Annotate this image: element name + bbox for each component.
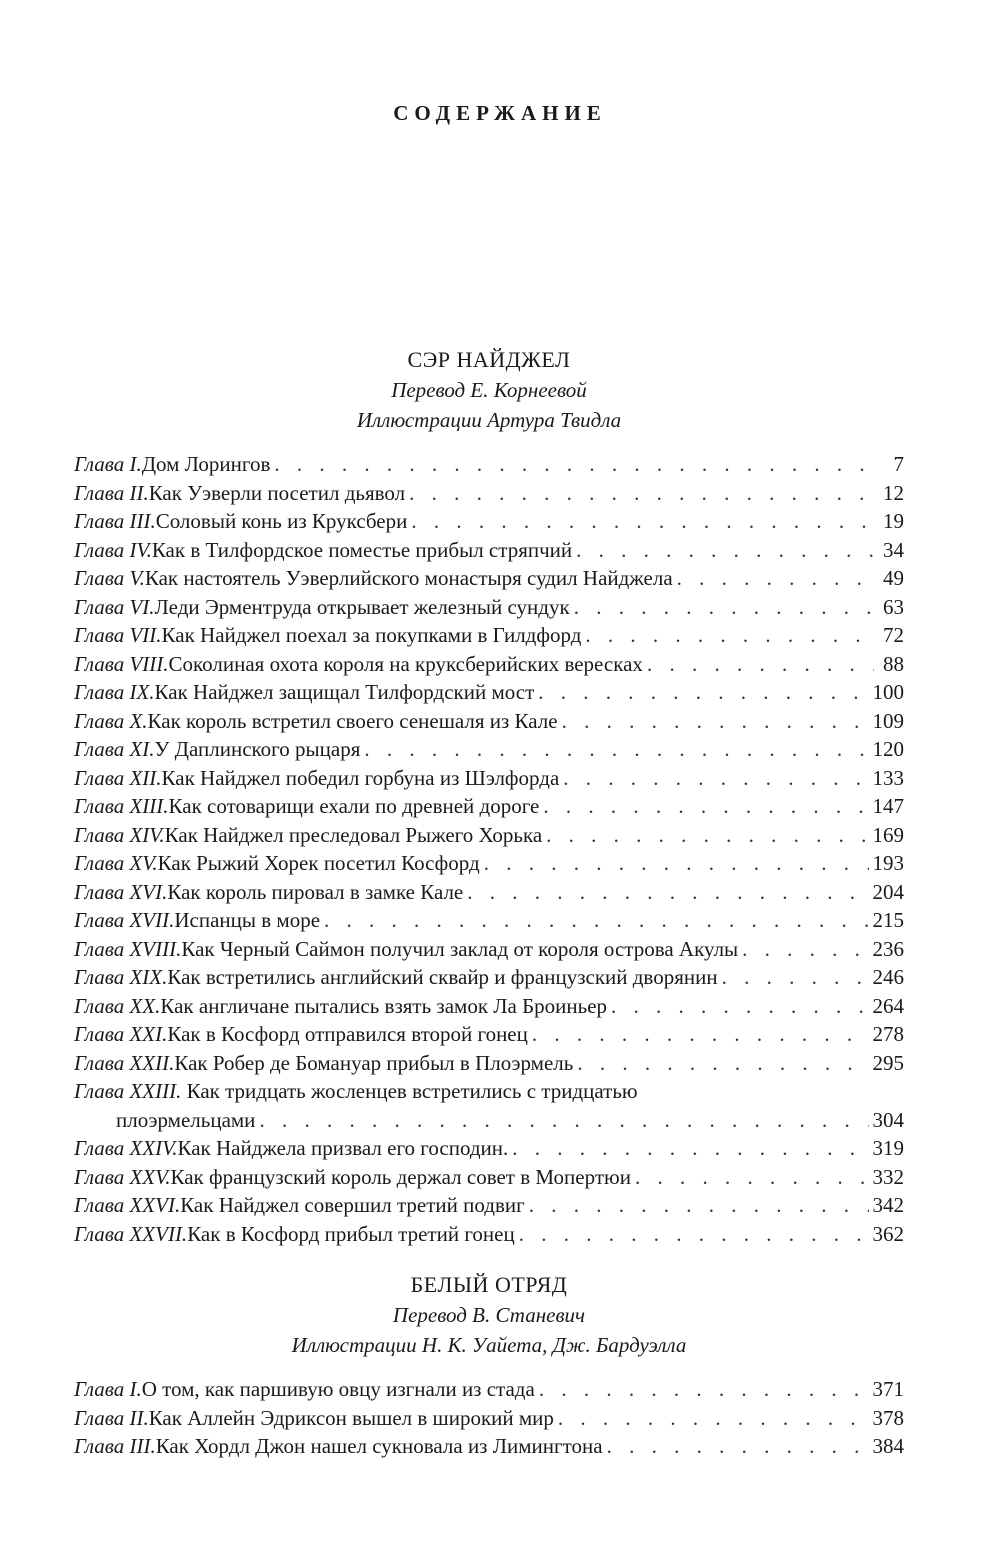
- page-number: 34: [883, 537, 904, 562]
- dot-leader: [543, 792, 868, 821]
- toc-entry-continuation: [74, 1106, 904, 1135]
- chapter-title: Как французский король держал совет в Мопертюи: [170, 1164, 631, 1189]
- toc-entry: [74, 1049, 904, 1078]
- page-number: 72: [883, 623, 904, 647]
- chapter-title: Как встретились английский сквайр и французский дворянин: [167, 965, 718, 989]
- chapter-title: Соколиная охота короля на круксберийских вересках: [168, 651, 643, 676]
- toc-entry: [74, 1220, 904, 1249]
- chapter-title: У Даплинского рыцаря: [154, 737, 361, 761]
- toc-entry: [74, 1375, 904, 1404]
- page-number: 295: [872, 1050, 904, 1075]
- chapter-label: Глава XVII.: [74, 908, 175, 932]
- section-header: [74, 345, 904, 435]
- dot-leader: [484, 849, 869, 878]
- toc-entry: [74, 1077, 904, 1106]
- chapter-label: Глава VI.: [74, 594, 155, 619]
- dot-leader: [259, 1106, 868, 1135]
- chapter-label: Глава I.: [74, 1377, 142, 1401]
- dot-leader: [532, 1020, 869, 1049]
- chapter-title: Как настоятель Уэверлийского монастыря судил Найджела: [144, 566, 673, 590]
- page-number: 12: [883, 480, 904, 505]
- chapter-title: Как Найджел победил горбуна из Шэлфорда: [161, 765, 560, 790]
- dot-leader: [529, 1191, 869, 1220]
- toc-entry: [74, 1432, 904, 1461]
- dot-leader: [411, 507, 874, 536]
- chapter-title: Как Найджел преследовал Рыжего Хорька: [164, 822, 543, 847]
- chapter-title: Как Найджел поехал за покупками в Гилдфорд: [161, 623, 582, 647]
- page-title: СОДЕРЖАНИЕ: [393, 101, 607, 125]
- toc-entry: [74, 678, 904, 707]
- dot-leader: [647, 650, 874, 679]
- toc-entry: [74, 963, 904, 992]
- chapter-title: Как в Косфорд отправился второй гонец: [167, 1022, 528, 1046]
- chapter-label: Глава II.: [74, 1405, 149, 1430]
- dot-leader: [563, 764, 868, 793]
- toc-entry: [74, 450, 904, 479]
- page-number: 49: [883, 566, 904, 590]
- chapter-title: Как сотоварищи ехали по древней дороге: [168, 794, 540, 818]
- toc-entry: [74, 1404, 904, 1433]
- toc-entry: [74, 992, 904, 1021]
- chapter-title: Как в Тилфордское поместье прибыл стряпчий: [151, 537, 573, 562]
- page-number: 100: [872, 680, 904, 704]
- page-number: 319: [872, 1136, 904, 1160]
- dot-leader: [607, 1432, 869, 1461]
- dot-leader: [577, 1049, 868, 1078]
- chapter-label: Глава XXIII.: [74, 1079, 182, 1103]
- chapter-title: Соловый конь из Круксбери: [155, 509, 408, 533]
- page-number: 378: [872, 1405, 904, 1430]
- chapter-label: Глава V.: [74, 566, 145, 590]
- section-illustrator: Иллюстрации Артура Твидла: [356, 408, 622, 432]
- chapter-label: Глава III.: [74, 1434, 156, 1458]
- page-number: 109: [872, 708, 904, 733]
- page-number: 304: [872, 1107, 904, 1132]
- page-number: 278: [872, 1022, 904, 1046]
- chapter-title: Как Найджела призвал его господин.: [177, 1136, 509, 1160]
- chapter-title: Дом Лорингов: [141, 452, 271, 476]
- chapter-label: Глава XXVII.: [74, 1221, 188, 1246]
- dot-leader: [585, 621, 874, 650]
- dot-leader: [512, 1134, 868, 1163]
- dot-leader: [538, 678, 868, 707]
- section-title: БЕЛЫЙ ОТРЯД: [410, 1272, 568, 1297]
- toc-entry: [74, 878, 904, 907]
- chapter-label: Глава IV.: [74, 537, 152, 562]
- chapter-label: Глава XXIV.: [74, 1136, 178, 1160]
- chapter-label: Глава XVIII.: [74, 936, 182, 961]
- dot-leader: [574, 593, 874, 622]
- page-number: 63: [883, 594, 904, 619]
- chapter-label: Глава XIX.: [74, 965, 168, 989]
- toc-entry: [74, 764, 904, 793]
- chapter-title: Леди Эрментруда открывает железный сундук: [154, 594, 570, 619]
- chapter-title: Как Хордл Джон нашел сукновала из Лимингтона: [155, 1434, 603, 1458]
- chapter-label: Глава IX.: [74, 680, 155, 704]
- chapter-title: Как Уэверли посетил дьявол: [148, 480, 406, 505]
- chapter-label: Глава II.: [74, 480, 149, 505]
- page-number: 169: [872, 822, 904, 847]
- toc-entry: [74, 849, 904, 878]
- page-number: 88: [883, 651, 904, 676]
- toc-entry: [74, 593, 904, 622]
- section-title: СЭР НАЙДЖЕЛ: [407, 347, 571, 372]
- page-number: 193: [872, 851, 904, 875]
- chapter-label: Глава XIII.: [74, 794, 169, 818]
- chapter-label: Глава XXI.: [74, 1022, 168, 1046]
- chapter-label: Глава I.: [74, 452, 142, 476]
- page-number: 120: [872, 737, 904, 761]
- chapter-label: Глава VIII.: [74, 651, 169, 676]
- chapter-label: Глава XIV.: [74, 822, 165, 847]
- page-number: 19: [883, 509, 904, 533]
- toc-entry: [74, 1163, 904, 1192]
- chapter-title: Как англичане пытались взять замок Ла Броиньер: [160, 993, 608, 1018]
- dot-leader: [539, 1375, 869, 1404]
- toc-entry: [74, 621, 904, 650]
- page-number: 246: [872, 965, 904, 989]
- toc-entry: [74, 564, 904, 593]
- chapter-title: Как в Косфорд прибыл третий гонец: [187, 1221, 515, 1246]
- dot-leader: [611, 992, 868, 1021]
- section-header: [74, 1270, 904, 1360]
- toc-entry: [74, 906, 904, 935]
- chapter-title: Как король пировал в замке Кале: [167, 879, 464, 904]
- page-number: 7: [893, 452, 904, 476]
- chapter-title: Как тридцать жосленцев встретились с тридцатью: [181, 1079, 638, 1103]
- page-number: 215: [872, 908, 904, 932]
- dot-leader: [722, 963, 869, 992]
- toc-entry: [74, 792, 904, 821]
- chapter-label: Глава III.: [74, 509, 156, 533]
- page-number: 264: [872, 993, 904, 1018]
- dot-leader: [519, 1220, 869, 1249]
- toc-entry: [74, 507, 904, 536]
- chapter-title: Как Робер де Бомануар прибыл в Плоэрмель: [174, 1050, 574, 1075]
- chapter-label: Глава XXII.: [74, 1050, 175, 1075]
- chapter-label: Глава VII.: [74, 623, 162, 647]
- toc-entry: [74, 935, 904, 964]
- dot-leader: [677, 564, 874, 593]
- page-number: 133: [872, 765, 904, 790]
- chapter-title: Испанцы в море: [174, 908, 321, 932]
- chapter-title-continuation: плоэрмельцами: [116, 1107, 256, 1132]
- toc-entry: [74, 650, 904, 679]
- chapter-label: Глава XV.: [74, 851, 158, 875]
- chapter-label: Глава XXV.: [74, 1164, 171, 1189]
- chapter-title: О том, как паршивую овцу изгнали из стада: [141, 1377, 535, 1401]
- dot-leader: [635, 1163, 869, 1192]
- chapter-title: Как Черный Саймон получил заклад от короля острова Акулы: [181, 936, 739, 961]
- chapter-label: Глава X.: [74, 708, 148, 733]
- toc-entry: [74, 536, 904, 565]
- page-number: 342: [872, 1193, 904, 1217]
- page-number: 147: [872, 794, 904, 818]
- chapter-label: Глава XVI.: [74, 879, 168, 904]
- toc-entry: [74, 735, 904, 764]
- toc-entry: [74, 707, 904, 736]
- chapter-label: Глава XI.: [74, 737, 155, 761]
- page-number: 332: [872, 1164, 904, 1189]
- section-sir-nigel: [74, 345, 904, 1248]
- dot-leader: [576, 536, 874, 565]
- page-number: 384: [872, 1434, 904, 1458]
- page-number: 204: [872, 879, 904, 904]
- section-translator: Перевод В. Станевич: [392, 1303, 586, 1327]
- toc-entry: [74, 479, 904, 508]
- toc-entry: [74, 1134, 904, 1163]
- dot-leader: [364, 735, 868, 764]
- chapter-label: Глава XII.: [74, 765, 162, 790]
- chapter-label: Глава XXVI.: [74, 1193, 181, 1217]
- dot-leader: [409, 479, 874, 508]
- toc-entry: [74, 821, 904, 850]
- section-illustrator: Иллюстрации Н. К. Уайета, Дж. Бардуэлла: [291, 1333, 687, 1357]
- section-translator: Перевод Е. Корнеевой: [391, 378, 587, 402]
- chapter-title: Как король встретил своего сенешаля из Кале: [147, 708, 558, 733]
- dot-leader: [562, 707, 869, 736]
- chapter-title: Как Найджел совершил третий подвиг: [180, 1193, 525, 1217]
- toc-list: [74, 450, 904, 1248]
- toc-entry: [74, 1191, 904, 1220]
- dot-leader: [558, 1404, 869, 1433]
- chapter-title: Как Найджел защищал Тилфордский мост: [154, 680, 535, 704]
- dot-leader: [324, 906, 868, 935]
- page-number: 371: [872, 1377, 904, 1401]
- section-white-company: [74, 1270, 904, 1461]
- page-number: 362: [872, 1221, 904, 1246]
- toc-entry: [74, 1020, 904, 1049]
- toc-list: [74, 1375, 904, 1461]
- chapter-label: Глава XX.: [74, 993, 161, 1018]
- page-number: 236: [872, 936, 904, 961]
- chapter-title: Как Аллейн Эдриксон вышел в широкий мир: [148, 1405, 554, 1430]
- dot-leader: [467, 878, 868, 907]
- dot-leader: [742, 935, 868, 964]
- chapter-title: Как Рыжий Хорек посетил Косфорд: [157, 851, 480, 875]
- dot-leader: [274, 450, 874, 479]
- dot-leader: [546, 821, 868, 850]
